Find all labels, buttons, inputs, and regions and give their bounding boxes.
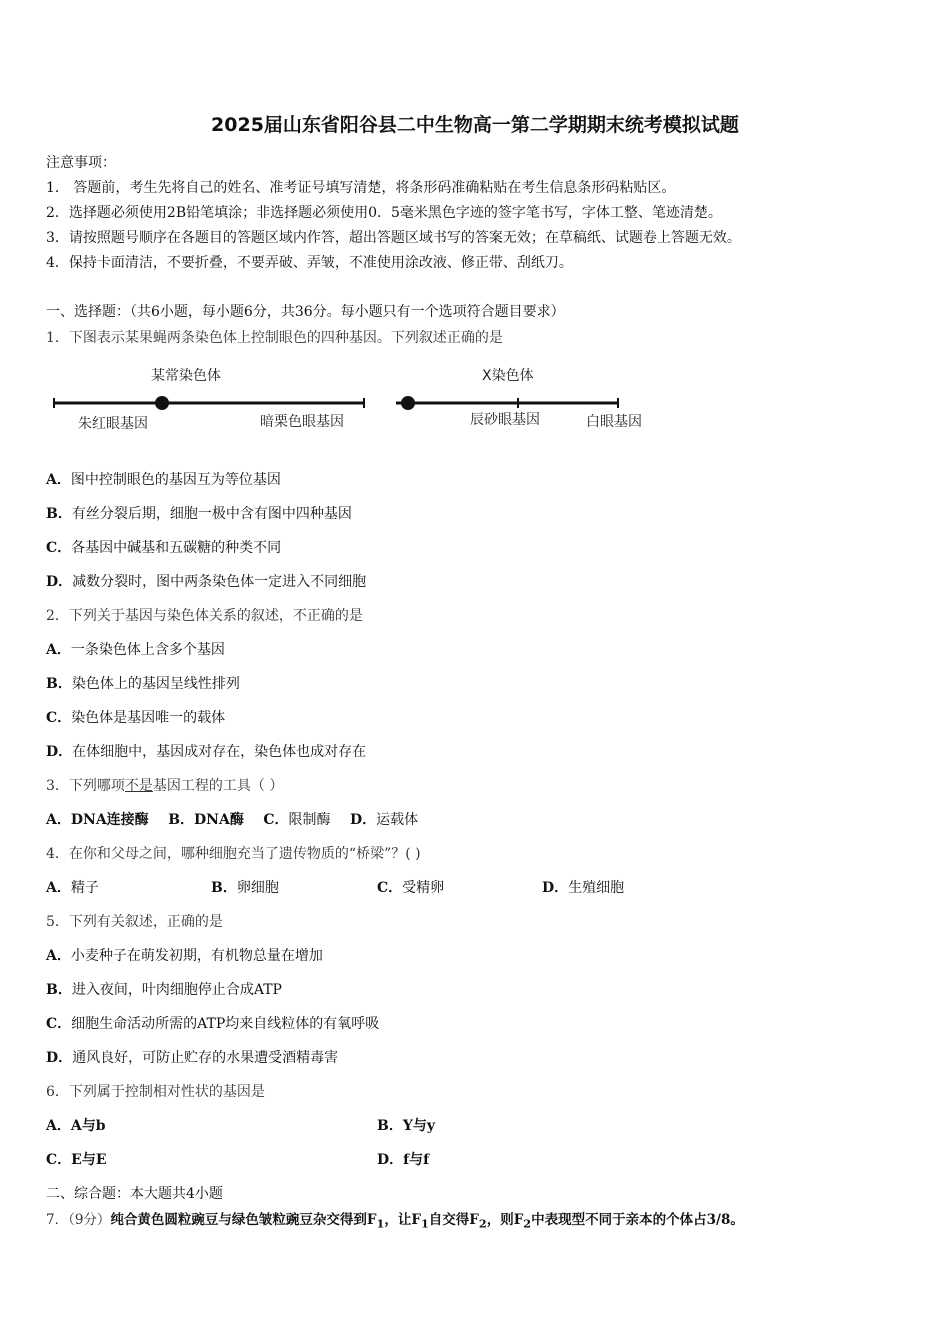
option-letter: A． (46, 948, 71, 964)
q1-option-d (46, 571, 366, 591)
q2-option-d (46, 741, 366, 761)
option-letter: B． (46, 506, 72, 522)
page-title: 2025届山东省阳谷县二中生物高一第二学期期末统考模拟试题 (211, 114, 739, 136)
subscript: 2 (478, 1216, 487, 1231)
text-part: ，则F (486, 1212, 524, 1228)
option-text: f与f (403, 1152, 430, 1168)
q1-option-c (46, 537, 281, 557)
q2-option-c (46, 707, 225, 727)
chrom-left-label: 某常染色体 (151, 368, 221, 384)
option-text: Y与y (402, 1118, 435, 1134)
option-letter: A． (46, 880, 71, 896)
text-part: ，让F (384, 1212, 421, 1228)
q6-options-row1 (46, 1115, 906, 1135)
stem-part: 3．下列哪项 (46, 778, 125, 794)
q6-option-a (46, 1115, 106, 1135)
option-text: DNA连接酶 (70, 812, 149, 828)
option-text: 进入夜间，叶肉细胞停止合成ATP (71, 982, 282, 998)
option-text: 细胞生命活动所需的ATP均来自线粒体的有氧呼吸 (71, 1016, 380, 1032)
option-letter: A． (46, 1118, 71, 1134)
q2-stem: 2．下列关于基因与染色体关系的叙述，不正确的是 (46, 608, 363, 624)
option-letter: C． (46, 1016, 72, 1032)
q4-stem: 4．在你和父母之间，哪种细胞充当了遗传物质的“桥梁”？( ) (46, 846, 421, 862)
option-text: 小麦种子在萌发初期，有机物总量在增加 (70, 948, 323, 964)
q5-option-b (46, 979, 282, 999)
q4-option-c (377, 877, 444, 897)
q4-option-d (542, 877, 624, 897)
option-letter: D． (377, 1152, 404, 1168)
gene-label: 暗栗色眼基因 (260, 414, 344, 430)
q4-option-a (46, 877, 99, 897)
text-part: 中表现型不同于亲本的个体占3/8。 (531, 1212, 744, 1228)
q1-stem: 1．下图表示某果蝇两条染色体上控制眼色的四种基因。下列叙述正确的是 (46, 330, 503, 346)
option-text: 限制酶 (288, 812, 331, 828)
autosome-centromere (155, 396, 169, 410)
q1-option-a (46, 469, 281, 489)
option-text: 有丝分裂后期，细胞一极中含有图中四种基因 (71, 506, 352, 522)
q5-stem: 5．下列有关叙述，正确的是 (46, 914, 223, 930)
notice-item: 4．保持卡面清洁，不要折叠，不要弄破、弄皱，不准使用涂改液、修正带、刮纸刀。 (46, 255, 573, 271)
q6-options-row2 (46, 1149, 906, 1169)
q6-option-d (377, 1149, 429, 1169)
q2-option-b (46, 673, 240, 693)
stem-underlined: 不是 (124, 778, 153, 794)
chromosome-figure (46, 358, 666, 438)
gene-label: 辰砂眼基因 (470, 412, 540, 428)
option-letter: B． (168, 812, 195, 828)
q6-option-c (46, 1149, 107, 1169)
option-text: 卵细胞 (236, 880, 279, 896)
subscript: 1 (420, 1216, 429, 1231)
q5-option-d (46, 1047, 338, 1067)
option-letter: D． (46, 1050, 73, 1066)
chrom-right-label: X染色体 (482, 368, 534, 384)
option-letter: C． (377, 880, 403, 896)
notice-item: 2．选择题必须使用2B铅笔填涂；非选择题必须使用0．5毫米黑色字迹的签字笔书写，字体工整、笔迹清楚。 (46, 205, 722, 221)
q3-options (46, 809, 418, 829)
option-letter: A． (46, 812, 71, 828)
q1-option-b (46, 503, 352, 523)
option-text: 通风良好，可防止贮存的水果遭受酒精毒害 (72, 1050, 339, 1066)
q7-text (110, 1212, 744, 1231)
option-text: 染色体是基因唯一的载体 (71, 710, 226, 726)
option-letter: B． (46, 982, 72, 998)
stem-part: 基因工程的工具（ ） (152, 778, 284, 794)
q2-option-a (46, 639, 225, 659)
q6-option-b (377, 1115, 435, 1135)
q5-option-a (46, 945, 323, 965)
q7-stem (46, 1208, 744, 1231)
subscript: 2 (523, 1216, 532, 1231)
q5-option-c (46, 1013, 379, 1033)
option-letter: B． (46, 676, 72, 692)
option-letter: B． (211, 880, 237, 896)
option-letter: A． (46, 642, 71, 658)
gene-label: 白眼基因 (586, 414, 642, 430)
option-text: 运载体 (376, 812, 419, 828)
gene-label: 朱红眼基因 (78, 416, 148, 432)
notice-item: 3．请按照题号顺序在各题目的答题区域内作答，超出答题区域书写的答案无效；在草稿纸、试题卷上答题无效。 (46, 230, 741, 246)
notice-heading: 注意事项： (46, 155, 116, 171)
option-letter: D． (46, 744, 73, 760)
option-text: 一条染色体上含多个基因 (70, 642, 225, 658)
option-letter: D． (542, 880, 569, 896)
option-letter: C． (46, 710, 72, 726)
q4-option-b (211, 877, 279, 897)
subscript: 1 (376, 1216, 385, 1231)
option-letter: D． (350, 812, 377, 828)
option-letter: B． (377, 1118, 403, 1134)
option-text: 受精卵 (402, 880, 445, 896)
option-letter: C． (263, 812, 289, 828)
option-text: 各基因中碱基和五碳糖的种类不同 (71, 540, 282, 556)
option-letter: C． (46, 540, 72, 556)
option-text: 生殖细胞 (568, 880, 625, 896)
text-part: 自交得F (428, 1212, 479, 1228)
q3-stem (46, 775, 283, 795)
option-text: 图中控制眼色的基因互为等位基因 (70, 472, 281, 488)
option-text: 在体细胞中，基因成对存在，染色体也成对存在 (72, 744, 367, 760)
q6-stem: 6．下列属于控制相对性状的基因是 (46, 1084, 265, 1100)
q4-options (46, 877, 906, 897)
option-text: 染色体上的基因呈线性排列 (71, 676, 240, 692)
section2-heading: 二、综合题：本大题共4小题 (46, 1186, 223, 1202)
option-text: 精子 (70, 880, 99, 896)
x-centromere (401, 396, 415, 410)
option-letter: D． (46, 574, 73, 590)
option-text: E与E (71, 1152, 107, 1168)
option-letter: C． (46, 1152, 72, 1168)
option-letter: A． (46, 472, 71, 488)
text-part: 纯合黄色圆粒豌豆与绿色皱粒豌豆杂交得到F (110, 1212, 377, 1228)
option-text: A与b (70, 1118, 106, 1134)
option-text: DNA酶 (194, 812, 244, 828)
section1-heading: 一、选择题：（共6小题，每小题6分，共36分。每小题只有一个选项符合题目要求） (46, 304, 565, 320)
option-text: 减数分裂时，图中两条染色体一定进入不同细胞 (72, 574, 367, 590)
notice-item: 1． 答题前，考生先将自己的姓名、准考证号填写清楚，将条形码准确粘贴在考生信息条形码粘贴区。 (46, 180, 676, 196)
q7-number: 7．（9分） (46, 1212, 111, 1228)
